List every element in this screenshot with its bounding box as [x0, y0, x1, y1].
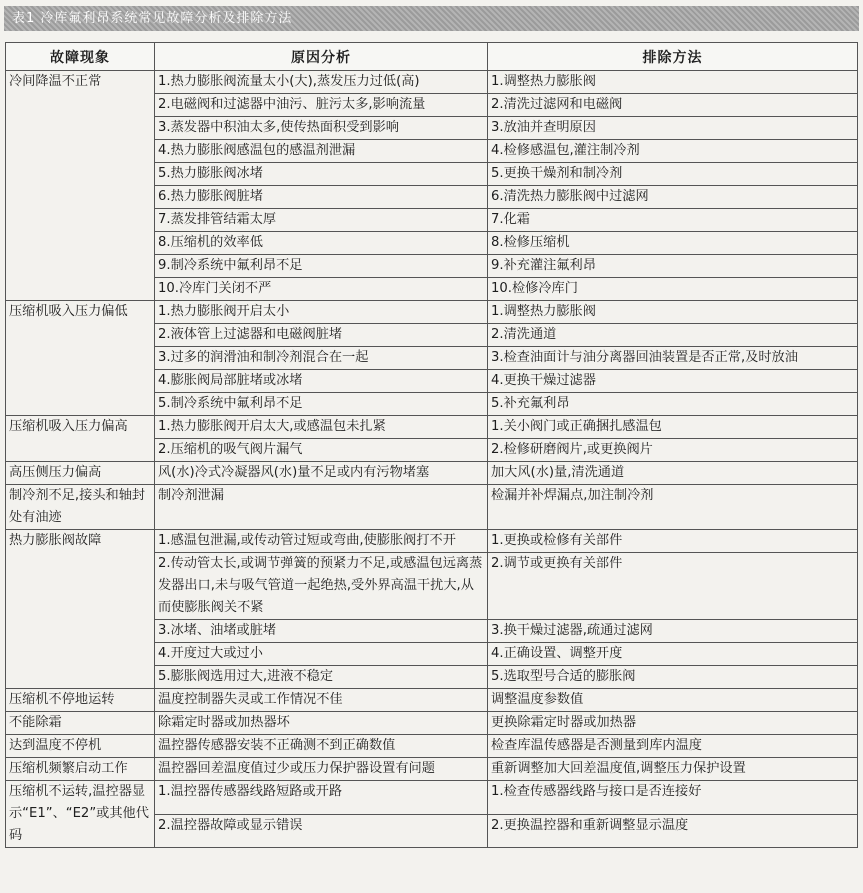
cause-cell: 1.热力膨胀阀开启太大,或感温包未扎紧: [155, 416, 488, 439]
cause-cell: 7.蒸发排管结霜太厚: [155, 209, 488, 232]
fix-cell: 3.检查油面计与油分离器回油装置是否正常,及时放油: [488, 347, 858, 370]
fault-symptom: 压缩机吸入压力偏高: [6, 416, 155, 462]
fix-cell: 重新调整加大回差温度值,调整压力保护设置: [488, 758, 858, 781]
fix-cell: 2.检修研磨阀片,或更换阀片: [488, 439, 858, 462]
cause-cell: 1.感温包泄漏,或传动管过短或弯曲,使膨胀阀打不开: [155, 530, 488, 553]
fix-cell: 2.调节或更换有关部件: [488, 553, 858, 620]
cause-cell: 制冷剂泄漏: [155, 485, 488, 530]
fix-cell: 2.清洗通道: [488, 324, 858, 347]
fault-symptom: 达到温度不停机: [6, 735, 155, 758]
fix-cell: 8.检修压缩机: [488, 232, 858, 255]
fix-cell: 10.检修冷库门: [488, 278, 858, 301]
fix-cell: 4.更换干燥过滤器: [488, 370, 858, 393]
fix-cell: 5.更换干燥剂和制冷剂: [488, 163, 858, 186]
fault-group: [6, 781, 858, 848]
header-fix: 排除方法: [488, 43, 858, 71]
fault-group: [6, 689, 858, 712]
table-row: [6, 462, 858, 485]
fault-group: [6, 485, 858, 530]
fault-group: [6, 712, 858, 735]
cause-cell: 9.制冷系统中氟利昂不足: [155, 255, 488, 278]
table-caption: 表1 冷库氟利昂系统常见故障分析及排除方法: [4, 6, 859, 31]
table-row: [6, 758, 858, 781]
cause-cell: 4.开度过大或过小: [155, 643, 488, 666]
fix-cell: 检查库温传感器是否测量到库内温度: [488, 735, 858, 758]
cause-cell: 1.热力膨胀阀流量太小(大),蒸发压力过低(高): [155, 71, 488, 94]
fix-cell: 检漏并补焊漏点,加注制冷剂: [488, 485, 858, 530]
table-row: [6, 301, 858, 324]
cause-cell: 2.电磁阀和过滤器中油污、脏污太多,影响流量: [155, 94, 488, 117]
fix-cell: 5.选取型号合适的膨胀阀: [488, 666, 858, 689]
fix-cell: 7.化霜: [488, 209, 858, 232]
cause-cell: 8.压缩机的效率低: [155, 232, 488, 255]
cause-cell: 1.热力膨胀阀开启太小: [155, 301, 488, 324]
fault-symptom: 压缩机不运转,温控器显示“E1”、“E2”或其他代码: [6, 781, 155, 848]
fault-group: [6, 462, 858, 485]
fault-symptom: 压缩机不停地运转: [6, 689, 155, 712]
fault-symptom: 不能除霜: [6, 712, 155, 735]
cause-cell: 10.冷库门关闭不严: [155, 278, 488, 301]
table-row: [6, 416, 858, 439]
cause-cell: 2.压缩机的吸气阀片漏气: [155, 439, 488, 462]
cause-cell: 风(水)冷式冷凝器风(水)量不足或内有污物堵塞: [155, 462, 488, 485]
cause-cell: 5.热力膨胀阀冰堵: [155, 163, 488, 186]
table-row: [6, 485, 858, 530]
cause-cell: 2.温控器故障或显示错误: [155, 814, 488, 848]
table-row: [6, 735, 858, 758]
fault-table: [5, 42, 858, 848]
table-row: [6, 530, 858, 553]
fix-cell: 9.补充灌注氟利昂: [488, 255, 858, 278]
table-row: [6, 71, 858, 94]
cause-cell: 5.制冷系统中氟利昂不足: [155, 393, 488, 416]
fault-group: [6, 735, 858, 758]
fix-cell: 4.检修感温包,灌注制冷剂: [488, 140, 858, 163]
fix-cell: 6.清洗热力膨胀阀中过滤网: [488, 186, 858, 209]
cause-cell: 除霜定时器或加热器坏: [155, 712, 488, 735]
fault-symptom: 热力膨胀阀故障: [6, 530, 155, 689]
fault-symptom: 制冷剂不足,接头和轴封处有油迹: [6, 485, 155, 530]
header-fault: 故障现象: [6, 43, 155, 71]
cause-cell: 4.热力膨胀阀感温包的感温剂泄漏: [155, 140, 488, 163]
header-cause: 原因分析: [155, 43, 488, 71]
fault-group: [6, 758, 858, 781]
fix-cell: 更换除霜定时器或加热器: [488, 712, 858, 735]
fix-cell: 2.清洗过滤网和电磁阀: [488, 94, 858, 117]
fix-cell: 3.换干燥过滤器,疏通过滤网: [488, 620, 858, 643]
cause-cell: 2.传动管太长,或调节弹簧的预紧力不足,或感温包远离蒸发器出口,未与吸气管道一起绝热,受外界高温干扰大,从而使膨胀阀关不紧: [155, 553, 488, 620]
fault-symptom: 压缩机吸入压力偏低: [6, 301, 155, 416]
table-row: [6, 689, 858, 712]
fix-cell: 1.调整热力膨胀阀: [488, 71, 858, 94]
fix-cell: 3.放油并查明原因: [488, 117, 858, 140]
fix-cell: 2.更换温控器和重新调整显示温度: [488, 814, 858, 848]
fix-cell: 加大风(水)量,清洗通道: [488, 462, 858, 485]
fix-cell: 1.调整热力膨胀阀: [488, 301, 858, 324]
cause-cell: 1.温控器传感器线路短路或开路: [155, 781, 488, 815]
table-row: [6, 712, 858, 735]
header-row: [6, 43, 858, 71]
fault-group: [6, 71, 858, 301]
fix-cell: 调整温度参数值: [488, 689, 858, 712]
cause-cell: 3.冰堵、油堵或脏堵: [155, 620, 488, 643]
fault-symptom: 高压侧压力偏高: [6, 462, 155, 485]
fault-group: [6, 301, 858, 416]
fault-group: [6, 416, 858, 462]
cause-cell: 2.液体管上过滤器和电磁阀脏堵: [155, 324, 488, 347]
cause-cell: 温控器回差温度值过少或压力保护器设置有问题: [155, 758, 488, 781]
cause-cell: 5.膨胀阀选用过大,进液不稳定: [155, 666, 488, 689]
cause-cell: 3.蒸发器中积油太多,使传热面积受到影响: [155, 117, 488, 140]
fault-symptom: 冷间降温不正常: [6, 71, 155, 301]
fault-symptom: 压缩机频繁启动工作: [6, 758, 155, 781]
cause-cell: 6.热力膨胀阀脏堵: [155, 186, 488, 209]
cause-cell: 温控器传感器安装不正确测不到正确数值: [155, 735, 488, 758]
table-row: [6, 781, 858, 815]
fix-cell: 4.正确设置、调整开度: [488, 643, 858, 666]
cause-cell: 3.过多的润滑油和制冷剂混合在一起: [155, 347, 488, 370]
fault-group: [6, 530, 858, 689]
fix-cell: 1.更换或检修有关部件: [488, 530, 858, 553]
fix-cell: 1.检查传感器线路与接口是否连接好: [488, 781, 858, 815]
cause-cell: 4.膨胀阀局部脏堵或冰堵: [155, 370, 488, 393]
fix-cell: 1.关小阀门或正确捆扎感温包: [488, 416, 858, 439]
cause-cell: 温度控制器失灵或工作情况不佳: [155, 689, 488, 712]
fix-cell: 5.补充氟利昂: [488, 393, 858, 416]
